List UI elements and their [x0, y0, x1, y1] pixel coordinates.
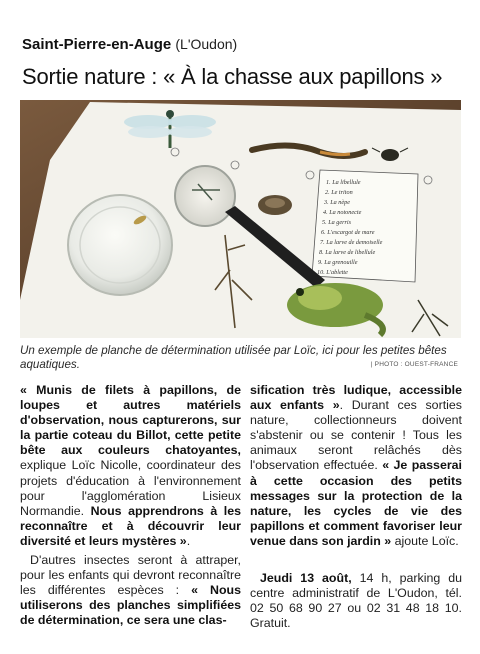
town-name: Saint-Pierre-en-Auge	[22, 36, 172, 53]
species-item: 2. Le triton	[325, 189, 353, 196]
event-details: 14 h, parking du centre administratif de L'Oudon, tél. 02 50 68 90 27 ou 02 31 48 18 10. Gratuit.	[250, 571, 462, 631]
species-item: 9. La grenouille	[318, 259, 358, 266]
area-name: (L'Oudon)	[175, 36, 238, 52]
article-column-right	[250, 383, 462, 635]
quote-text: « Munis de filets à papillons, de loupes et autres matériels d'observation, nous capturerons, sur la partie coteau du Billot, cette petite bête aux couleurs chatoyantes,	[20, 383, 241, 458]
glass-cup	[68, 195, 172, 295]
species-item: 10. L'ablette	[317, 269, 348, 276]
body-text: .	[186, 533, 191, 548]
paragraph	[20, 553, 241, 628]
body-text: D'autres insectes seront à attraper, pour les enfants qui devront reconnaître les différentes espèces :	[20, 553, 241, 598]
article-column-left	[20, 383, 241, 633]
species-item: 8. La larve de libellule	[319, 249, 376, 256]
body-text: . Durant ces sorties nature, collectionneurs doivent s'abstenir ou se contenir ! Tous les animaux seront relâchés dès l'observation effectuée.	[250, 398, 462, 473]
headline: Sortie nature : « À la chasse aux papillons »	[22, 64, 443, 89]
quote-text: « Nous utiliserons des planches simplifiées de détermination, ce sera une clas-	[20, 583, 241, 628]
body-text: explique Loïc Nicolle, coordinateur des projets d'éducation à l'environnement pour l'agglomération Lisieux Normandie.	[20, 458, 241, 518]
body-text: ajoute Loïc.	[391, 533, 459, 548]
quote-text: sification très ludique, accessible aux enfants »	[250, 383, 462, 413]
quote-text: « Je passerai à cette occasion des petits messages sur la protection de la nature, les cycles de vie des papillons et comment favoriser leur venue dans son jardin »	[250, 458, 462, 548]
species-item: 1. La libellule	[326, 179, 361, 186]
species-list	[312, 170, 418, 282]
article-header	[22, 36, 237, 53]
paragraph	[250, 383, 462, 549]
event-date: Jeudi 13 août,	[260, 571, 352, 586]
species-item: 5. La gerris	[322, 219, 352, 226]
paragraph	[20, 383, 241, 549]
article-photo	[20, 100, 461, 338]
quote-text: Nous apprendrons à les reconnaître et à découvrir leur diversité et leurs mystères »	[20, 503, 241, 548]
paragraph	[250, 571, 462, 631]
photo-caption: Un exemple de planche de détermination utilisée par Loïc, ici pour les petites bêtes aquatiques.	[20, 344, 447, 371]
species-item: 7. La larve de demoiselle	[320, 239, 383, 246]
species-item: 4. La notonecte	[323, 209, 362, 216]
photo-credit: | PHOTO : OUEST-FRANCE	[370, 361, 458, 368]
species-item: 6. L'escargot de mare	[321, 229, 375, 236]
species-item: 3. La nèpe	[324, 199, 350, 206]
